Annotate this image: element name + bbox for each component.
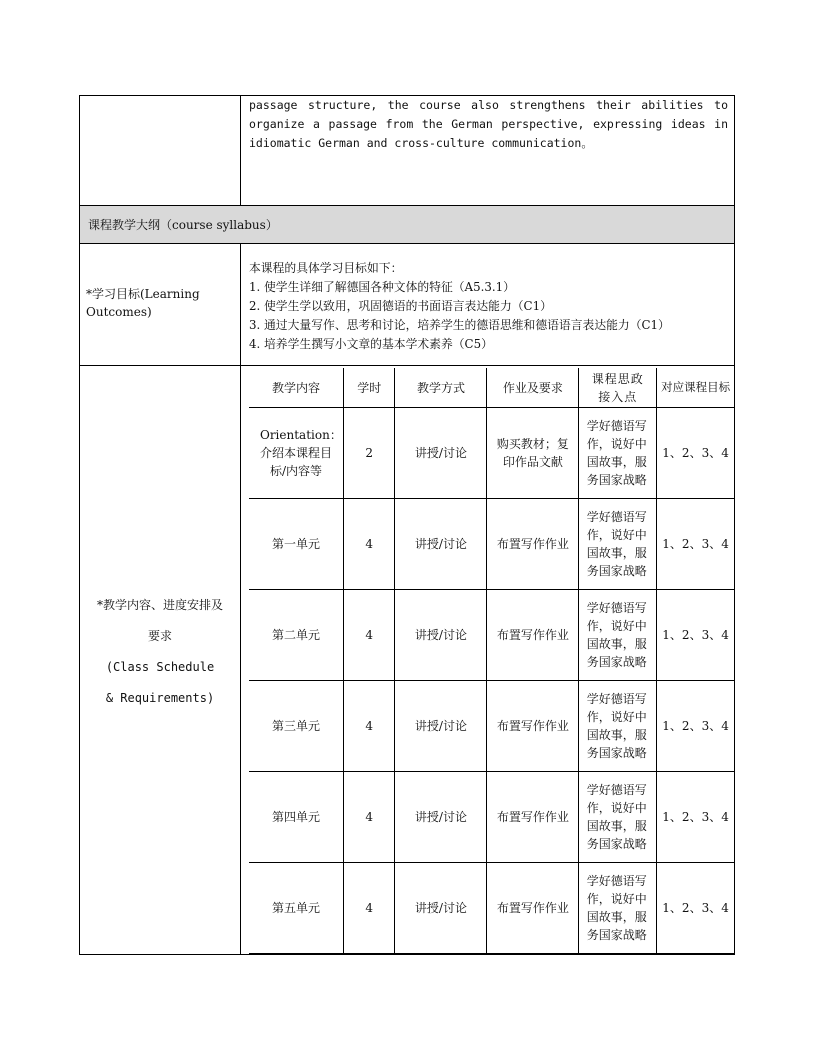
header-homework: 作业及要求 — [487, 368, 579, 408]
outcome-item: 3. 通过大量写作、思考和讨论，培养学生的德语思维和德语语言表达能力（C1） — [249, 318, 670, 332]
row-goals: 1、2、3、4 — [657, 863, 735, 954]
table-row — [249, 863, 735, 954]
row-homework: 布置写作作业 — [496, 537, 569, 551]
table-row — [249, 590, 735, 681]
row-goals: 1、2、3、4 — [657, 408, 735, 499]
header-hours: 学时 — [343, 368, 395, 408]
intro-row — [80, 96, 734, 206]
outcomes-row — [80, 244, 734, 366]
row-ideology-cell — [579, 408, 657, 499]
row-homework-cell — [487, 772, 579, 863]
row-hours: 4 — [343, 863, 395, 954]
row-content-cell — [249, 408, 343, 499]
intro-text: passage structure, the course also strengthens their abilities to organize a passage from the German perspective, expressing ideas in idiomatic German and cross-culture communication。 — [249, 98, 728, 150]
row-method: 讲授/讨论 — [395, 590, 487, 681]
row-method: 讲授/讨论 — [395, 408, 487, 499]
row-homework-cell — [487, 499, 579, 590]
row-ideology-cell — [579, 590, 657, 681]
row-hours: 4 — [343, 590, 395, 681]
row-homework: 布置写作作业 — [496, 719, 569, 733]
row-method: 讲授/讨论 — [395, 499, 487, 590]
row-goals: 1、2、3、4 — [657, 681, 735, 772]
row-ideology-cell — [579, 772, 657, 863]
row-homework: 布置写作作业 — [496, 901, 569, 915]
header-method: 教学方式 — [395, 368, 487, 408]
row-method: 讲授/讨论 — [395, 681, 487, 772]
row-hours: 4 — [343, 681, 395, 772]
row-hours: 4 — [343, 499, 395, 590]
header-content: 教学内容 — [249, 368, 343, 408]
header-ideology-cell — [579, 368, 657, 408]
schedule-label-line: & Requirements) — [105, 691, 215, 705]
outcome-item: 1. 使学生详细了解德国各种文体的特征（A5.3.1） — [249, 280, 515, 294]
row-homework-cell — [487, 863, 579, 954]
row-ideology: 学好德语写作，说好中国故事，服务国家战略 — [586, 692, 647, 760]
schedule-label-line: 要求 — [147, 629, 172, 643]
row-homework: 布置写作作业 — [496, 810, 569, 824]
table-row — [249, 681, 735, 772]
row-content: 第五单元 — [249, 863, 343, 954]
outcome-item: 2. 使学生学以致用，巩固德语的书面语言表达能力（C1） — [249, 299, 552, 313]
row-method: 讲授/讨论 — [395, 772, 487, 863]
schedule-row — [80, 366, 734, 954]
row-ideology: 学好德语写作，说好中国故事，服务国家战略 — [586, 874, 647, 942]
schedule-table — [249, 368, 735, 954]
row-hours: 4 — [343, 772, 395, 863]
table-row — [249, 772, 735, 863]
row-ideology-cell — [579, 863, 657, 954]
row-ideology-cell — [579, 681, 657, 772]
row-content: 第三单元 — [249, 681, 343, 772]
header-ideology: 课程思政接入点 — [591, 371, 644, 404]
intro-label-cell — [80, 96, 241, 205]
outcome-item: 4. 培养学生撰写小文章的基本学术素养（C5） — [249, 337, 493, 351]
outcomes-label: *学习目标(Learning Outcomes) — [80, 244, 241, 365]
schedule-label — [80, 366, 241, 954]
row-method: 讲授/讨论 — [395, 863, 487, 954]
row-content: 第二单元 — [249, 590, 343, 681]
table-row — [249, 499, 735, 590]
schedule-header-row — [249, 368, 735, 408]
row-ideology-cell — [579, 499, 657, 590]
row-homework-cell — [487, 408, 579, 499]
row-content: 第一单元 — [249, 499, 343, 590]
row-ideology: 学好德语写作，说好中国故事，服务国家战略 — [586, 601, 647, 669]
row-hours: 2 — [343, 408, 395, 499]
row-homework-cell — [487, 590, 579, 681]
row-homework: 购买教材；复印作品文献 — [496, 437, 569, 469]
schedule-content — [241, 366, 735, 954]
outcomes-intro: 本课程的具体学习目标如下： — [249, 261, 403, 275]
row-ideology: 学好德语写作，说好中国故事，服务国家战略 — [586, 783, 647, 851]
table-row — [249, 408, 735, 499]
row-goals: 1、2、3、4 — [657, 499, 735, 590]
schedule-label-line: (Class Schedule — [105, 660, 215, 674]
row-content: Orientation：介绍本课程目标/内容等 — [259, 428, 342, 478]
header-goals: 对应课程目标 — [661, 380, 731, 394]
syllabus-header: 课程教学大纲（course syllabus） — [88, 218, 278, 232]
row-ideology: 学好德语写作，说好中国故事，服务国家战略 — [586, 419, 647, 487]
row-goals: 1、2、3、4 — [657, 772, 735, 863]
row-ideology: 学好德语写作，说好中国故事，服务国家战略 — [586, 510, 647, 578]
row-goals: 1、2、3、4 — [657, 590, 735, 681]
syllabus-header-row — [80, 206, 734, 244]
outcomes-content — [241, 244, 734, 365]
row-homework: 布置写作作业 — [496, 628, 569, 642]
header-goals-cell — [657, 368, 735, 408]
schedule-label-line: *教学内容、进度安排及 — [96, 598, 223, 612]
syllabus-table — [79, 95, 735, 955]
row-homework-cell — [487, 681, 579, 772]
row-content: 第四单元 — [249, 772, 343, 863]
